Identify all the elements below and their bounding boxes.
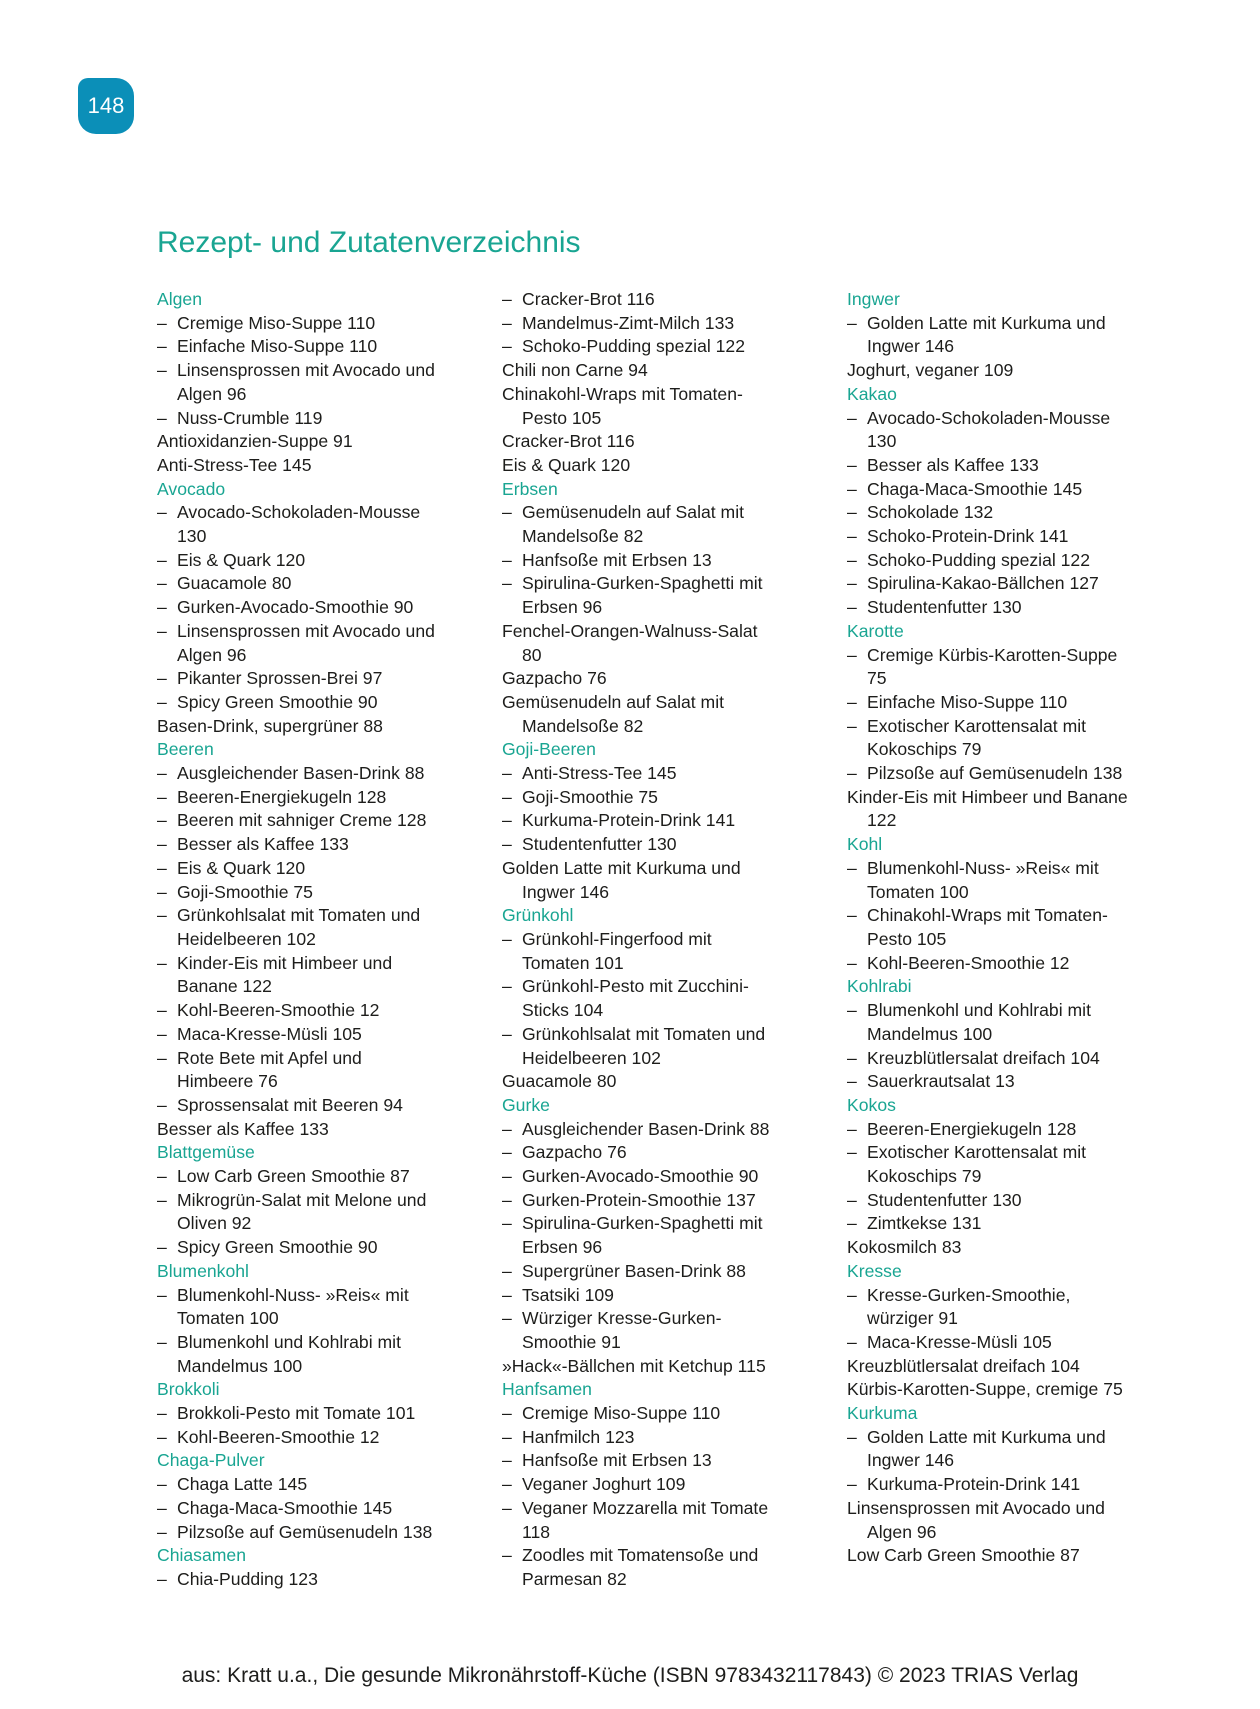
index-subentry: – Avocado-Schokoladen-Mousse: [847, 407, 1177, 431]
index-heading: Ingwer: [847, 289, 900, 309]
index-continuation: Himbeere 76: [177, 1071, 278, 1092]
index-subentry: – Mandelmus-Zimt-Milch 133: [502, 312, 832, 336]
index-subentry: – Cremige Miso-Suppe 110: [502, 1402, 832, 1426]
index-subentry: – Veganer Joghurt 109: [502, 1473, 832, 1497]
index-subentry: – Würziger Kresse-Gurken-: [502, 1307, 832, 1331]
index-subentry: – Hanfsoße mit Erbsen 13: [502, 1449, 832, 1473]
index-subentry: – Eis & Quark 120: [157, 857, 487, 881]
index-subentry: – Hanfmilch 123: [502, 1426, 832, 1450]
index-subentry: – Einfache Miso-Suppe 110: [157, 335, 487, 359]
index-subentry: – Pilzsoße auf Gemüsenudeln 138: [157, 1521, 487, 1545]
index-subentry: – Kohl-Beeren-Smoothie 12: [157, 1426, 487, 1450]
index-subentry: – Blumenkohl und Kohlrabi mit: [847, 999, 1177, 1023]
index-subentry: – Spicy Green Smoothie 90: [157, 691, 487, 715]
index-subentry: – Ausgleichender Basen-Drink 88: [157, 762, 487, 786]
index-subentry: – Avocado-Schokoladen-Mousse: [157, 501, 487, 525]
index-heading: Hanfsamen: [502, 1379, 592, 1400]
index-entry: Antioxidanzien-Suppe 91: [157, 431, 353, 452]
index-subentry: – Studentenfutter 130: [847, 1189, 1177, 1213]
index-subentry: – Einfache Miso-Suppe 110: [847, 691, 1177, 715]
index-heading: Kurkuma: [847, 1403, 918, 1424]
index-heading: Beeren: [157, 739, 214, 760]
index-heading: Kakao: [847, 383, 897, 404]
index-subentry: – Kohl-Beeren-Smoothie 12: [157, 999, 487, 1023]
index-continuation: Pesto 105: [867, 928, 947, 949]
index-continuation: Mandelmus 100: [177, 1355, 303, 1376]
index-entry: Joghurt, veganer 109: [847, 360, 1014, 381]
index-subentry: – Schoko-Pudding spezial 122: [847, 549, 1177, 573]
index-heading: Goji-Beeren: [502, 739, 596, 760]
index-continuation: Smoothie 91: [522, 1331, 621, 1352]
index-entry: Chili non Carne 94: [502, 360, 648, 381]
index-entry: Eis & Quark 120: [502, 454, 631, 475]
index-subentry: – Gurken-Avocado-Smoothie 90: [157, 596, 487, 620]
index-subentry: – Grünkohl-Fingerfood mit: [502, 928, 832, 952]
index-subentry: – Blumenkohl und Kohlrabi mit: [157, 1331, 487, 1355]
index-heading: Chiasamen: [157, 1545, 246, 1566]
index-entry: Anti-Stress-Tee 145: [157, 454, 312, 475]
footer-citation: aus: Kratt u.a., Die gesunde Mikronährstoff-Küche (ISBN 9783432117843) © 2023 TRIAS Verlag: [181, 1664, 1079, 1687]
index-entry: Golden Latte mit Kurkuma und: [502, 857, 741, 878]
index-entry: Besser als Kaffee 133: [157, 1118, 329, 1139]
index-subentry: – Spirulina-Kakao-Bällchen 127: [847, 572, 1177, 596]
index-entry: Gazpacho 76: [502, 668, 607, 689]
index-column-3: [847, 288, 1177, 1568]
index-entry: Kinder-Eis mit Himbeer und Banane: [847, 786, 1128, 807]
index-subentry: – Gazpacho 76: [502, 1141, 832, 1165]
index-continuation: Ingwer 146: [522, 881, 610, 902]
index-subentry: – Kohl-Beeren-Smoothie 12: [847, 952, 1177, 976]
index-subentry: – Schoko-Protein-Drink 141: [847, 525, 1177, 549]
index-subentry: – Spirulina-Gurken-Spaghetti mit: [502, 1212, 832, 1236]
index-subentry: – Supergrüner Basen-Drink 88: [502, 1260, 832, 1284]
page-number-badge: 148: [78, 78, 134, 134]
index-subentry: – Kinder-Eis mit Himbeer und: [157, 952, 487, 976]
index-subentry: – Rote Bete mit Apfel und: [157, 1047, 487, 1071]
index-subentry: – Goji-Smoothie 75: [157, 881, 487, 905]
index-subentry: – Cremige Miso-Suppe 110: [157, 312, 487, 336]
index-continuation: Tomaten 100: [867, 881, 969, 902]
index-subentry: – Besser als Kaffee 133: [157, 833, 487, 857]
index-subentry: – Studentenfutter 130: [502, 833, 832, 857]
index-column-2: [502, 288, 832, 1592]
index-subentry: – Grünkohl-Pesto mit Zucchini-: [502, 975, 832, 999]
index-continuation: Ingwer 146: [867, 336, 955, 357]
index-heading: Karotte: [847, 620, 904, 641]
index-subentry: – Anti-Stress-Tee 145: [502, 762, 832, 786]
index-subentry: – Golden Latte mit Kurkuma und: [847, 312, 1177, 336]
index-subentry: – Zimtkekse 131: [847, 1212, 1177, 1236]
index-continuation: Tomaten 101: [522, 952, 624, 973]
index-entry: Chinakohl-Wraps mit Tomaten-: [502, 383, 743, 404]
index-subentry: – Studentenfutter 130: [847, 596, 1177, 620]
index-subentry: – Gemüsenudeln auf Salat mit: [502, 501, 832, 525]
index-entry: Kreuzblütlersalat dreifach 104: [847, 1355, 1080, 1376]
index-heading: Chaga-Pulver: [157, 1450, 265, 1471]
index-heading: Brokkoli: [157, 1379, 220, 1400]
index-subentry: – Beeren mit sahniger Creme 128: [157, 809, 487, 833]
index-continuation: 118: [522, 1521, 551, 1542]
index-continuation: Erbsen 96: [522, 597, 603, 618]
index-subentry: – Pilzsoße auf Gemüsenudeln 138: [847, 762, 1177, 786]
index-entry: Linsensprossen mit Avocado und: [847, 1497, 1105, 1518]
index-subentry: – Chinakohl-Wraps mit Tomaten-: [847, 904, 1177, 928]
index-subentry: – Low Carb Green Smoothie 87: [157, 1165, 487, 1189]
index-continuation: Algen 96: [177, 383, 247, 404]
index-subentry: – Kurkuma-Protein-Drink 141: [847, 1473, 1177, 1497]
index-subentry: – Eis & Quark 120: [157, 549, 487, 573]
index-continuation: Mandelsoße 82: [522, 715, 644, 736]
index-subentry: – Sauerkrautsalat 13: [847, 1070, 1177, 1094]
index-heading: Kokos: [847, 1094, 896, 1115]
index-continuation: Kokoschips 79: [867, 1166, 982, 1187]
index-subentry: – Linsensprossen mit Avocado und: [157, 620, 487, 644]
page-title: Rezept- und Zutatenverzeichnis: [157, 226, 581, 259]
index-subentry: – Besser als Kaffee 133: [847, 454, 1177, 478]
index-subentry: – Exotischer Karottensalat mit: [847, 1141, 1177, 1165]
index-continuation: Banane 122: [177, 976, 272, 997]
index-entry: Cracker-Brot 116: [502, 431, 635, 452]
index-subentry: – Maca-Kresse-Müsli 105: [847, 1331, 1177, 1355]
index-continuation: Ingwer 146: [867, 1450, 955, 1471]
index-subentry: – Chia-Pudding 123: [157, 1568, 487, 1592]
index-subentry: – Hanfsoße mit Erbsen 13: [502, 549, 832, 573]
index-subentry: – Brokkoli-Pesto mit Tomate 101: [157, 1402, 487, 1426]
index-heading: Blumenkohl: [157, 1260, 249, 1281]
index-entry: Kokosmilch 83: [847, 1237, 962, 1258]
index-entry: Kürbis-Karotten-Suppe, cremige 75: [847, 1379, 1123, 1400]
index-continuation: würziger 91: [867, 1308, 958, 1329]
index-subentry: – Chaga Latte 145: [157, 1473, 487, 1497]
index-heading: Grünkohl: [502, 905, 574, 926]
index-entry: Guacamole 80: [502, 1071, 617, 1092]
index-subentry: – Tsatsiki 109: [502, 1284, 832, 1308]
index-subentry: – Schoko-Pudding spezial 122: [502, 335, 832, 359]
index-subentry: – Goji-Smoothie 75: [502, 786, 832, 810]
index-subentry: – Kurkuma-Protein-Drink 141: [502, 809, 832, 833]
index-continuation: 130: [867, 431, 897, 452]
index-heading: Blattgemüse: [157, 1142, 255, 1163]
index-heading: Avocado: [157, 478, 226, 499]
index-subentry: – Chaga-Maca-Smoothie 145: [847, 478, 1177, 502]
index-subentry: – Schokolade 132: [847, 501, 1177, 525]
index-subentry: – Chaga-Maca-Smoothie 145: [157, 1497, 487, 1521]
index-continuation: Pesto 105: [522, 407, 602, 428]
index-subentry: – Veganer Mozzarella mit Tomate: [502, 1497, 832, 1521]
index-continuation: 130: [177, 526, 207, 547]
index-heading: Kohlrabi: [847, 976, 912, 997]
index-subentry: – Mikrogrün-Salat mit Melone und: [157, 1189, 487, 1213]
index-continuation: Mandelmus 100: [867, 1023, 993, 1044]
index-continuation: Heidelbeeren 102: [177, 928, 316, 949]
index-continuation: Heidelbeeren 102: [522, 1047, 661, 1068]
index-heading: Kohl: [847, 834, 883, 855]
index-subentry: – Nuss-Crumble 119: [157, 407, 487, 431]
index-subentry: – Spirulina-Gurken-Spaghetti mit: [502, 572, 832, 596]
index-continuation: 122: [867, 810, 897, 831]
index-subentry: – Kreuzblütlersalat dreifach 104: [847, 1047, 1177, 1071]
index-continuation: Kokoschips 79: [867, 739, 982, 760]
index-subentry: – Gurken-Protein-Smoothie 137: [502, 1189, 832, 1213]
index-continuation: Tomaten 100: [177, 1308, 279, 1329]
index-continuation: Algen 96: [177, 644, 247, 665]
index-subentry: – Ausgleichender Basen-Drink 88: [502, 1118, 832, 1142]
index-continuation: 75: [867, 668, 887, 689]
index-subentry: – Kresse-Gurken-Smoothie,: [847, 1284, 1177, 1308]
index-subentry: – Spicy Green Smoothie 90: [157, 1236, 487, 1260]
index-subentry: – Pikanter Sprossen-Brei 97: [157, 667, 487, 691]
index-subentry: – Sprossensalat mit Beeren 94: [157, 1094, 487, 1118]
index-subentry: – Blumenkohl-Nuss- »Reis« mit: [847, 857, 1177, 881]
index-continuation: Erbsen 96: [522, 1237, 603, 1258]
index-subentry: – Blumenkohl-Nuss- »Reis« mit: [157, 1284, 487, 1308]
index-entry: Basen-Drink, supergrüner 88: [157, 715, 383, 736]
index-subentry: – Cracker-Brot 116: [502, 288, 832, 312]
index-subentry: – Golden Latte mit Kurkuma und: [847, 1426, 1177, 1450]
index-subentry: – Grünkohlsalat mit Tomaten und: [502, 1023, 832, 1047]
index-entry: Gemüsenudeln auf Salat mit: [502, 691, 725, 712]
index-subentry: – Beeren-Energiekugeln 128: [157, 786, 487, 810]
index-entry: Fenchel-Orangen-Walnuss-Salat: [502, 620, 758, 641]
index-subentry: – Cremige Kürbis-Karotten-Suppe: [847, 644, 1177, 668]
index-heading: Erbsen: [502, 478, 558, 499]
index-subentry: – Zoodles mit Tomatensoße und: [502, 1544, 832, 1568]
index-continuation: Algen 96: [867, 1521, 937, 1542]
index-subentry: – Maca-Kresse-Müsli 105: [157, 1023, 487, 1047]
index-subentry: – Exotischer Karottensalat mit: [847, 715, 1177, 739]
index-heading: Algen: [157, 289, 202, 309]
index-subentry: – Grünkohlsalat mit Tomaten und: [157, 904, 487, 928]
index-subentry: – Gurken-Avocado-Smoothie 90: [502, 1165, 832, 1189]
index-subentry: – Beeren-Energiekugeln 128: [847, 1118, 1177, 1142]
index-subentry: – Linsensprossen mit Avocado und: [157, 359, 487, 383]
index-heading: Kresse: [847, 1260, 902, 1281]
index-column-1: [157, 288, 487, 1592]
index-continuation: 80: [522, 644, 542, 665]
index-subentry: – Guacamole 80: [157, 572, 487, 596]
index-heading: Gurke: [502, 1094, 550, 1115]
index-continuation: Sticks 104: [522, 1000, 604, 1021]
index-continuation: Parmesan 82: [522, 1568, 627, 1589]
index-entry: »Hack«-Bällchen mit Ketchup 115: [502, 1355, 766, 1376]
index-entry: Low Carb Green Smoothie 87: [847, 1545, 1080, 1566]
index-continuation: Oliven 92: [177, 1213, 252, 1234]
index-continuation: Mandelsoße 82: [522, 526, 644, 547]
